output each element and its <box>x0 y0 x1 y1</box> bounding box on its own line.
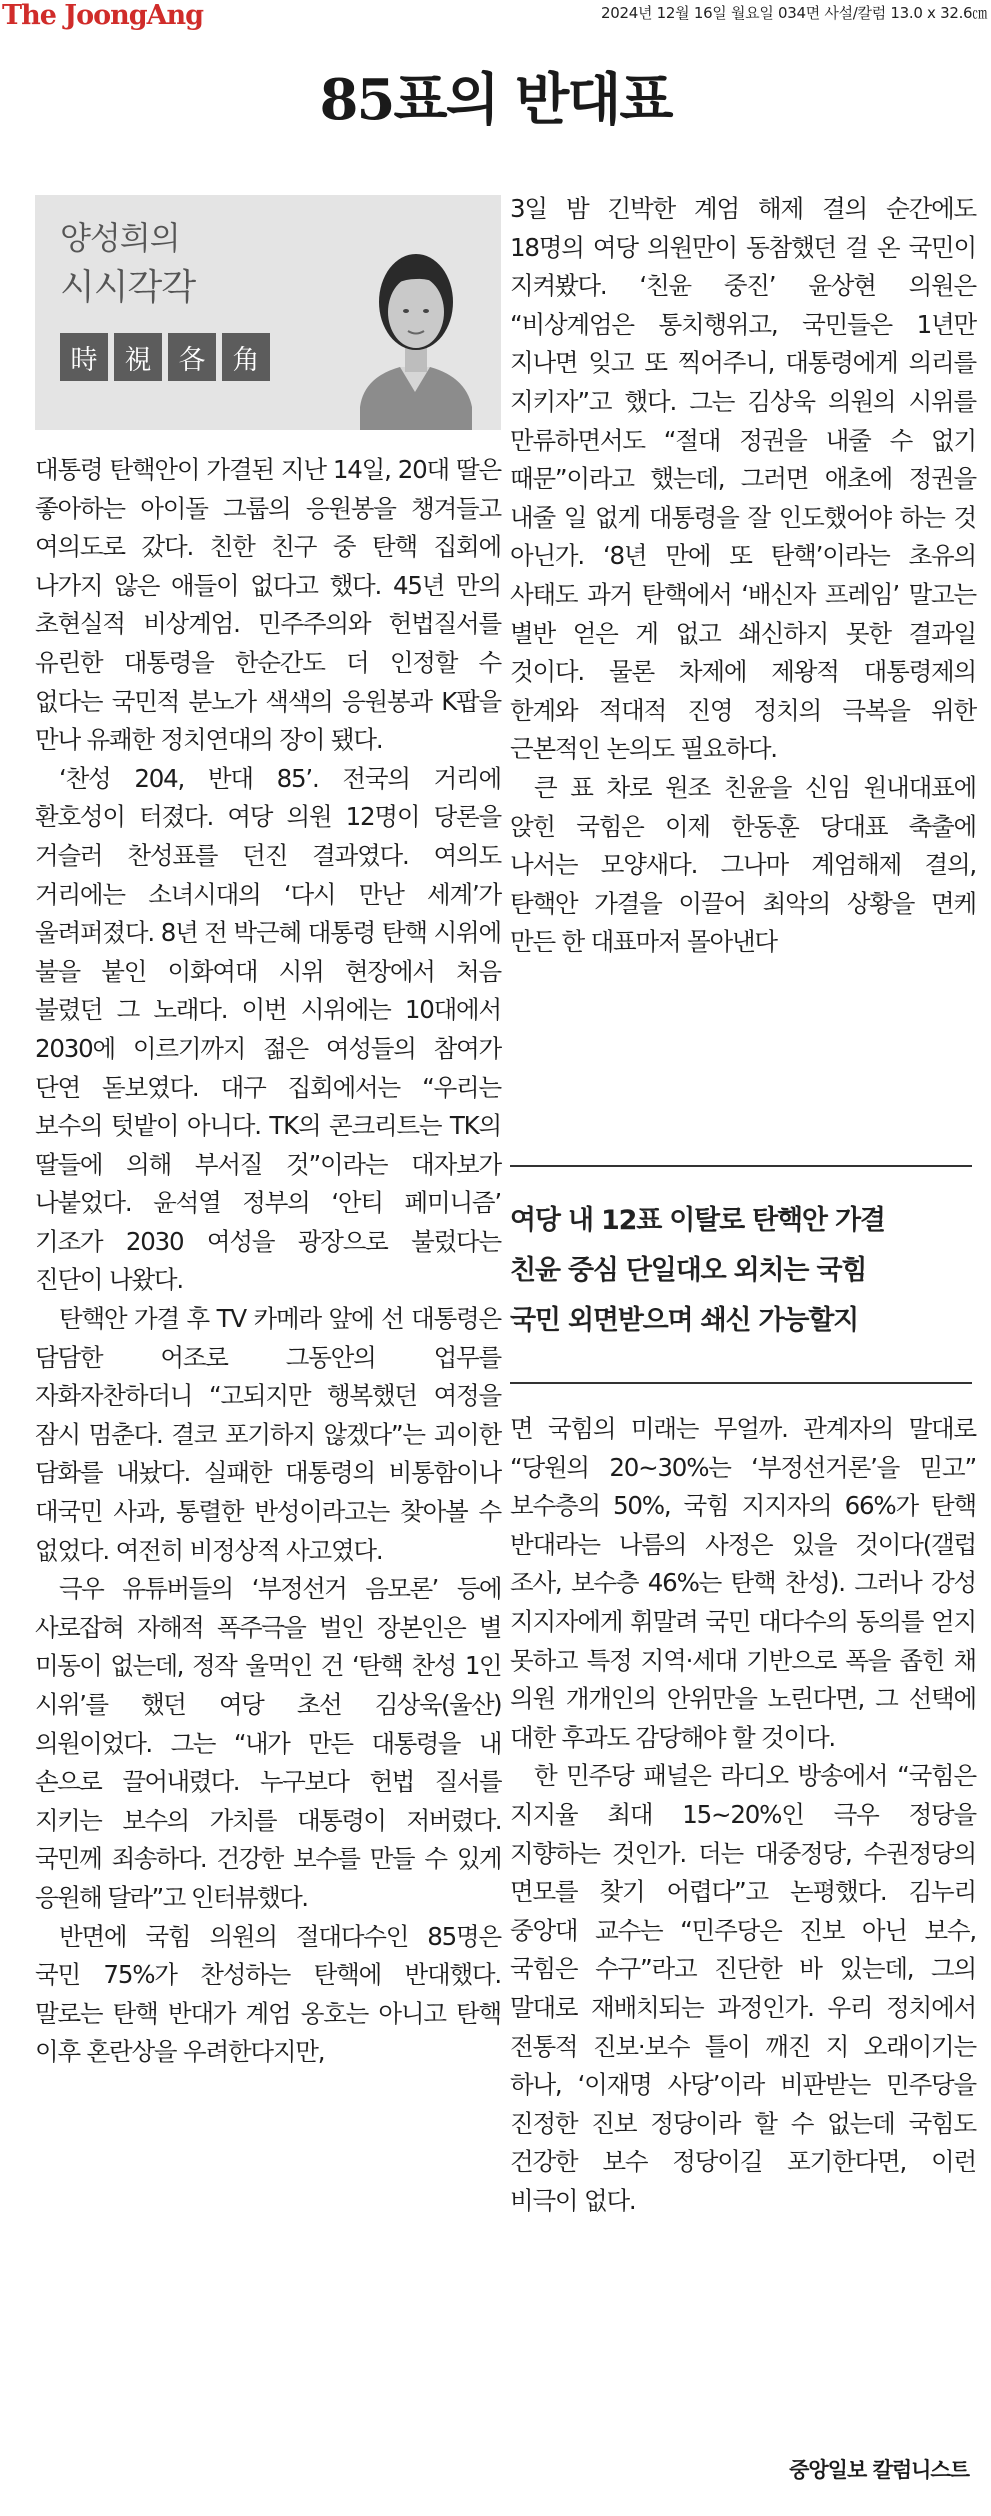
paragraph: 면 국힘의 미래는 무얼까. 관계자의 말대로 “당원의 20~30%는 ‘부정선거론’을 믿고” 보수층의 50%, 국힘 지지자의 66%가 탄핵 반대라는 나름의 사정은 있을 것이다(갤럽 조사, 보수층 46%는 탄핵 찬성). 그러나 강성 지지자에게 휘말려 국민 대다수의 동의를 얻지 못하고 특정 지역·세대 기반으로 폭을 좁힌 채 의원 개개인의 안위만을 노린다면, 그 선택에 대한 후과도 감당해야 할 것이다. <box>510 1414 976 1752</box>
article-column-right-top <box>510 190 976 962</box>
paragraph: 3일 밤 긴박한 계엄 해제 결의 순간에도 18명의 여당 의원만이 동참했던 걸 온 국민이 지켜봤다. ‘친윤 중진’ 윤상현 의원은 “비상계엄은 통치행위고, 국민들은 1년만 지나면 잊고 또 찍어주니, 대통령에게 의리를 지키자”고 했다. 그는 김상욱 의원의 시위를 만류하면서도 “절대 정권을 내줄 수 없기 때문”이라고 했는데, 그러면 애초에 정권을 내줄 일 없게 대통령을 잘 인도했어야 하는 것 아닌가. ‘8년 만에 또 탄핵’이라는 초유의 사태도 과거 탄핵에서 ‘배신자 프레임’ 말고는 별반 얻은 게 없고 쇄신하지 못한 결과일 것이다. 물론 차제에 제왕적 대통령제의 한계와 적대적 진영 정치의 극복을 위한 근본적인 논의도 필요하다. <box>510 194 976 764</box>
pull-quote-line: 친윤 중심 단일대오 외치는 국힘 <box>510 1255 867 1286</box>
paragraph: 반면에 국힘 의원의 절대다수인 85명은 국민 75%가 찬성하는 탄핵에 반대했다. 말로는 탄핵 반대가 계엄 옹호는 아니고 탄핵 이후 혼란상을 우려한다지만, <box>35 1921 501 2067</box>
article-column-left <box>35 451 501 2072</box>
pull-quote <box>510 1196 972 1346</box>
issue-info: 2024년 12월 16일 월요일 034면 사설/칼럼 13.0 x 32.6㎝ <box>601 4 987 22</box>
column-banner <box>35 195 501 430</box>
columnist-name: 양성희의 <box>60 219 180 257</box>
author-signature: 중앙일보 칼럼니스트 <box>789 2458 969 2482</box>
hanja-badge: 角 <box>222 333 270 381</box>
hanja-badges <box>60 333 270 381</box>
divider <box>510 1165 972 1167</box>
hanja-badge: 視 <box>114 333 162 381</box>
paragraph: 대통령 탄핵안이 가결된 지난 14일, 20대 딸은 좋아하는 아이돌 그룹의 응원봉을 챙겨들고 여의도로 갔다. 친한 친구 중 탄핵 집회에 나가지 않은 애들이 없다고 했다. 45년 만의 초현실적 비상계엄. 민주주의와 헌법질서를 유린한 대통령을 한순간도 더 인정할 수 없다는 국민적 분노가 색색의 응원봉과 K팝을 만나 유쾌한 정치연대의 장이 됐다. <box>35 455 501 755</box>
paragraph: ‘찬성 204, 반대 85’. 전국의 거리에 환호성이 터졌다. 여당 의원 12명이 당론을 거슬러 찬성표를 던진 결과였다. 여의도 거리에는 소녀시대의 ‘다시 만난 세계’가 울려퍼졌다. 8년 전 박근혜 대통령 탄핵 시위에 불을 붙인 이화여대 시위 현장에서 처음 불렸던 그 노래다. 이번 시위에는 10대에서 2030에 이르기까지 젊은 여성들의 참여가 단연 돋보였다. 대구 집회에서는 “우리는 보수의 텃밭이 아니다. TK의 콘크리트는 TK의 딸들에 의해 부서질 것”이라는 대자보가 나붙었다. 윤석열 정부의 ‘안티 페미니즘’ 기조가 2030 여성을 광장으로 불렀다는 진단이 나왔다. <box>35 763 501 1295</box>
pull-quote-line: 여당 내 12표 이탈로 탄핵안 가결 <box>510 1205 885 1236</box>
paragraph: 탄핵안 가결 후 TV 카메라 앞에 선 대통령은 담담한 어조로 그동안의 업무를 자화자찬하더니 “고되지만 행복했던 여정을 잠시 멈춘다. 결코 포기하지 않겠다”는 괴이한 담화를 내놨다. 실패한 대통령의 비통함이나 대국민 사과, 통렬한 반성이라고는 찾아볼 수 없었다. 여전히 비정상적 사고였다. <box>35 1304 501 1565</box>
column-name: 시시각각 <box>60 267 196 308</box>
paragraph: 한 민주당 패널은 라디오 방송에서 “국힘은 지지율 최대 15~20%인 극우 정당을 지향하는 것인가. 더는 대중정당, 수권정당의 면모를 찾기 어렵다”고 논평했다. 김누리 중앙대 교수는 “민주당은 진보 아닌 보수, 국힘은 수구”라고 진단한 바 있는데, 그의 말대로 재배치되는 과정인가. 우리 정치에서 전통적 진보·보수 틀이 깨진 지 오래이기는 하나, ‘이재명 사당’이라 비판받는 민주당을 진정한 진보 정당이라 할 수 없는데 국힘도 건강한 보수 정당이길 포기한다면, 이런 비극이 없다. <box>510 1761 976 2215</box>
brand-logo: The JoongAng <box>2 0 204 31</box>
hanja-badge: 時 <box>60 333 108 381</box>
paragraph: 극우 유튜버들의 ‘부정선거 음모론’ 등에 사로잡혀 자해적 폭주극을 벌인 장본인은 별 미동이 없는데, 정작 울먹인 건 ‘탄핵 찬성 1인 시위’를 했던 여당 초선 김상욱(울산) 의원이었다. 그는 “내가 만든 대통령을 내 손으로 끌어내렸다. 누구보다 헌법 질서를 지키는 보수의 가치를 대통령이 저버렸다. 국민께 죄송하다. 건강한 보수를 만들 수 있게 응원해 달라”고 인터뷰했다. <box>35 1574 501 1912</box>
columnist-portrait <box>330 207 500 430</box>
masthead <box>0 0 991 40</box>
pull-quote-line: 국민 외면받으며 쇄신 가능할지 <box>510 1305 859 1336</box>
page-title: 85표의 반대표 <box>319 67 672 133</box>
article-column-right-bottom <box>510 1410 976 2220</box>
paragraph: 큰 표 차로 원조 친윤을 신임 원내대표에 앉힌 국힘은 이제 한동훈 당대표 축출에 나서는 모양새다. 그나마 계엄해제 결의, 탄핵안 가결을 이끌어 최악의 상황을 면케 만든 한 대표마저 몰아낸다 <box>510 772 976 957</box>
divider <box>510 1382 972 1384</box>
hanja-badge: 各 <box>168 333 216 381</box>
